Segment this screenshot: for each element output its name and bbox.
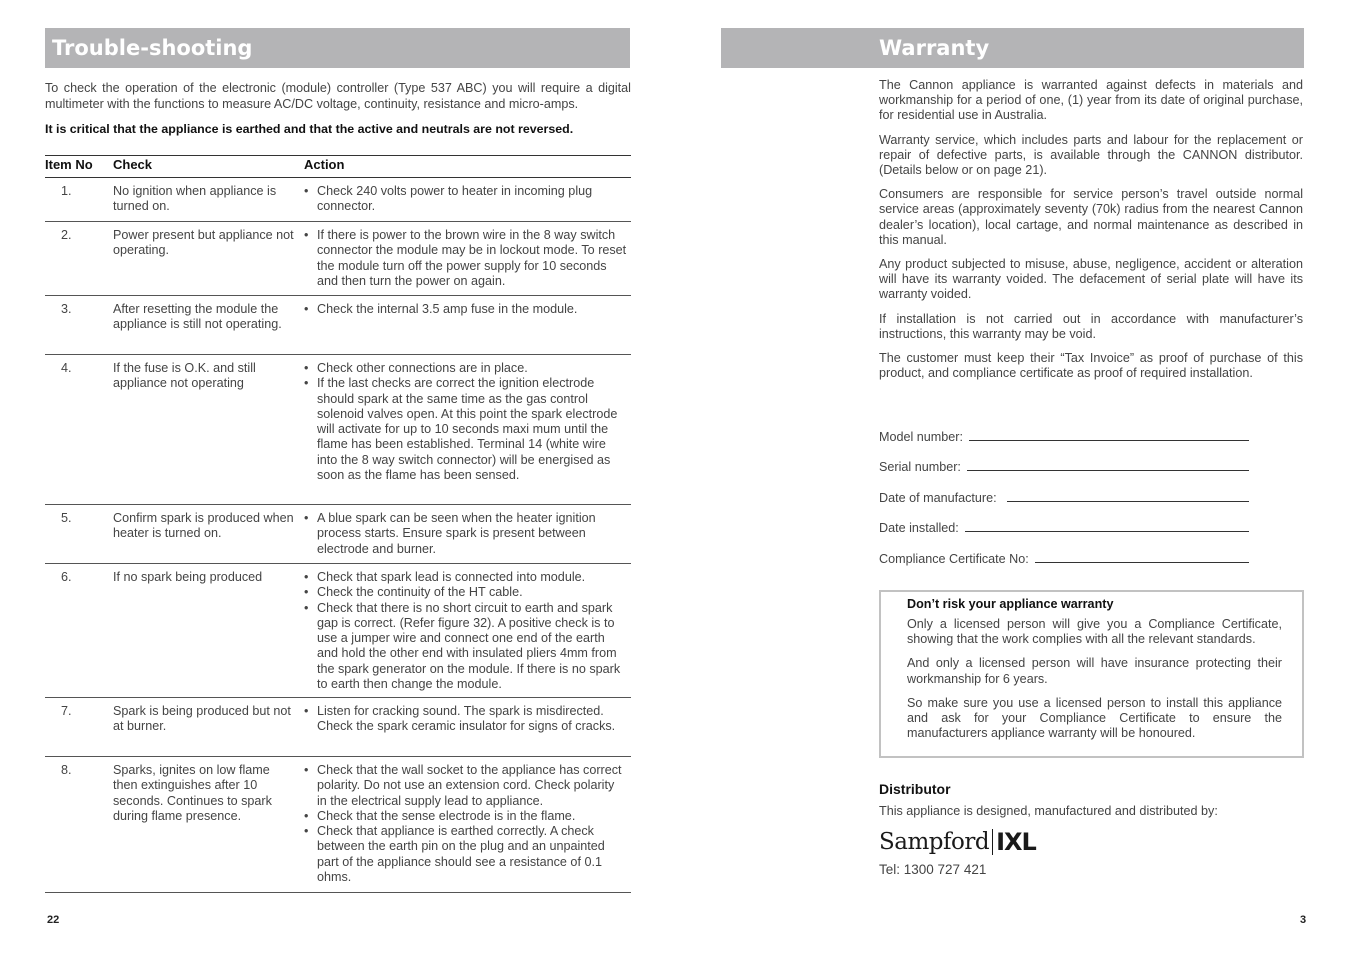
bullet-dot-icon: • (304, 376, 309, 391)
intro-text: To check the operation of the electronic (module) controller (Type 537 ABC) you will require a digital multimeter with the functions to measure AC/DC voltage, continuity, resistance and micro-amps. (45, 81, 631, 111)
action-bullet (304, 809, 627, 824)
table-row (45, 564, 631, 698)
action-bullet (304, 302, 627, 317)
bullet-dot-icon: • (304, 824, 309, 839)
bullet-dot-icon: • (304, 228, 309, 242)
warranty-text (879, 78, 1303, 390)
critical-notice: It is critical that the appliance is earthed and that the active and neutrals are not reversed. (45, 122, 574, 136)
page-number-left: 22 (47, 914, 60, 926)
check-cell: Spark is being produced but not at burner. (113, 704, 291, 734)
bullet-dot-icon: • (304, 600, 309, 615)
action-bullet (304, 824, 627, 885)
table-row (45, 355, 631, 505)
action-text: Check that the sense electrode is in the flame. (317, 808, 576, 823)
field-line[interactable] (1007, 489, 1249, 502)
logo-ixl-text: IXL (996, 828, 1036, 856)
field-line[interactable] (1035, 550, 1249, 563)
action-bullet (304, 376, 627, 483)
action-bullet (304, 763, 627, 809)
table-row (45, 222, 631, 296)
model-number-field[interactable] (879, 413, 1249, 444)
warning-paragraph: So make sure you use a licensed person to install this appliance and ask for your Compliance Certificate to ensure the manufacturers appliance warranty will be honoured. (907, 695, 1282, 741)
field-label: Model number: (879, 429, 963, 444)
item-number: 8. (61, 763, 72, 777)
warranty-paragraph: Warranty service, which includes parts and labour for the replacement or repair of defective parts, is available through the CANNON distributor. (Details below or on page 21). (879, 132, 1303, 178)
serial-number-field[interactable] (879, 444, 1249, 475)
bullet-dot-icon: • (304, 585, 309, 600)
warning-title: Don’t risk your appliance warranty (907, 597, 1114, 611)
table-row (45, 178, 631, 222)
date-of-manufacture-field[interactable] (879, 474, 1249, 505)
warranty-warning-box (879, 590, 1304, 758)
warning-paragraph: And only a licensed person will have insurance protecting their workmanship for 6 years. (907, 656, 1282, 686)
action-bullet (304, 184, 627, 215)
action-cell (304, 361, 631, 504)
item-number: 2. (61, 228, 72, 242)
check-cell: Confirm spark is produced when heater is turned on. (113, 511, 294, 541)
action-cell (304, 704, 631, 756)
warning-paragraph: Only a licensed person will give you a Compliance Certificate, showing that the work complies with all the relevant standards. (907, 617, 1282, 647)
distributor-title: Distributor (879, 781, 951, 797)
action-bullet (304, 361, 627, 376)
bullet-dot-icon: • (304, 763, 309, 777)
action-text: Check 240 volts power to heater in incoming plug connector. (317, 184, 593, 214)
distributor-phone: Tel: 1300 727 421 (879, 862, 987, 877)
compliance-certificate-field[interactable] (879, 535, 1249, 566)
field-label: Compliance Certificate No: (879, 551, 1029, 566)
action-text: Listen for cracking sound. The spark is misdirected. Check the spark ceramic insulator for signs of cracks. (317, 704, 616, 734)
field-line[interactable] (965, 519, 1249, 532)
field-line[interactable] (967, 458, 1249, 471)
action-bullet (304, 228, 627, 289)
field-label: Date installed: (879, 521, 959, 535)
action-text: Check that the wall socket to the appliance has correct polarity. Do not use an extension cord. Check polarity in the electrical supply lead to appliance. (317, 763, 622, 808)
table-body (45, 178, 631, 893)
header-item-no: Item No (45, 157, 93, 172)
check-cell: After resetting the module the appliance is still not operating. (113, 302, 282, 332)
action-cell (304, 511, 631, 563)
action-text: Check that appliance is earthed correctly. A check between the earth pin on the plug and an unpainted part of the appliance should see a resistance of 0.1 ohms. (317, 824, 605, 885)
warranty-paragraph: If installation is not carried out in accordance with manufacturer’s instructions, this warranty may be void. (879, 311, 1303, 341)
action-bullet (304, 570, 627, 585)
header-check: Check (113, 157, 153, 172)
check-cell: No ignition when appliance is turned on. (113, 184, 277, 214)
bullet-dot-icon: • (304, 570, 309, 584)
action-cell (304, 763, 631, 892)
bullet-dot-icon: • (304, 361, 309, 375)
action-text: If there is power to the brown wire in the 8 way switch connector the module may be in lockout mode. To reset the module turn off the power supply for 10 seconds and then turn the power on again. (317, 228, 627, 288)
action-text: If the last checks are correct the ignition electrode should spark at the same time as the gas control solenoid valves open. At this point the spark electrode will activate for up to 10 seconds maxi mum until the flame has been established. Terminal 14 (white wire into the 8 way switch connector) will be energised as soon as the flame has been sensed. (317, 376, 618, 483)
record-fields (879, 413, 1249, 566)
warranty-paragraph: Any product subjected to misuse, abuse, negligence, accident or alteration will have its warranty voided. The defacement of serial plate will have its warranty voided. (879, 257, 1303, 302)
logo-divider (992, 829, 993, 855)
check-cell: Sparks, ignites on low flame then extinguishes after 10 seconds. Continues to spark during flame presence. (113, 763, 272, 823)
item-number: 6. (61, 570, 72, 584)
item-number: 3. (61, 302, 72, 316)
troubleshooting-table (45, 155, 631, 893)
right-page (676, 0, 1351, 954)
item-number: 5. (61, 511, 72, 525)
action-text: Check that spark lead is connected into module. (317, 570, 586, 584)
warranty-paragraph: The customer must keep their “Tax Invoice” as proof of purchase of this product, and compliance certificate as proof of required installation. (879, 351, 1303, 381)
action-cell (304, 228, 631, 295)
action-text: Check that there is no short circuit to earth and spark gap is correct. (Refer figure 32). A positive check is to use a jumper wire and connect one end of the earth and hold the other end with insulated pliers 4mm from the spark generator on the module. If there is no spark to earth then change the module. (317, 600, 621, 692)
field-label: Date of manufacture: (879, 490, 997, 505)
bullet-dot-icon: • (304, 184, 309, 198)
warranty-paragraph: The Cannon appliance is warranted against defects in materials and workmanship for a period of one, (1) year from its date of original purchase, for residential use in Australia. (879, 78, 1303, 123)
table-row (45, 505, 631, 564)
header-action: Action (304, 157, 345, 172)
distributor-text: This appliance is designed, manufactured and distributed by: (879, 804, 1218, 818)
table-row (45, 296, 631, 355)
action-bullet (304, 585, 627, 600)
field-line[interactable] (969, 428, 1249, 441)
warranty-paragraph: Consumers are responsible for service person’s travel outside normal service areas (approximately seventy (70k) radius from the nearest Cannon dealer’s location), local cartage, and normal maintenance as described in this manual. (879, 187, 1303, 247)
check-cell: If the fuse is O.K. and still appliance not operating (113, 361, 256, 391)
action-text: Check other connections are in place. (317, 361, 528, 375)
warranty-title: Warranty (721, 28, 1304, 68)
action-bullet (304, 511, 627, 557)
check-cell: Power present but appliance not operating. (113, 228, 294, 258)
date-installed-field[interactable] (879, 505, 1249, 536)
bullet-dot-icon: • (304, 302, 309, 316)
action-bullet (304, 704, 627, 735)
table-header (45, 156, 631, 178)
action-bullet (304, 601, 627, 693)
action-cell (304, 184, 631, 221)
sampford-ixl-logo (879, 824, 1036, 860)
field-label: Serial number: (879, 460, 961, 474)
table-row (45, 757, 631, 893)
item-number: 7. (61, 704, 72, 718)
bullet-dot-icon: • (304, 808, 309, 823)
bullet-dot-icon: • (304, 704, 309, 718)
bullet-dot-icon: • (304, 511, 309, 525)
item-number: 4. (61, 361, 72, 375)
action-text: Check the internal 3.5 amp fuse in the module. (317, 302, 578, 316)
action-cell (304, 570, 631, 697)
item-number: 1. (61, 184, 72, 198)
action-cell (304, 302, 631, 354)
page-number-right: 3 (1300, 914, 1307, 926)
trouble-shooting-title: Trouble-shooting (45, 28, 630, 68)
action-text: A blue spark can be seen when the heater ignition process starts. Ensure spark is present between electrode and burner. (317, 511, 596, 556)
table-row (45, 698, 631, 757)
check-cell: If no spark being produced (113, 570, 263, 584)
logo-sampford-text: Sampford (879, 829, 990, 855)
action-text: Check the continuity of the HT cable. (317, 585, 523, 600)
